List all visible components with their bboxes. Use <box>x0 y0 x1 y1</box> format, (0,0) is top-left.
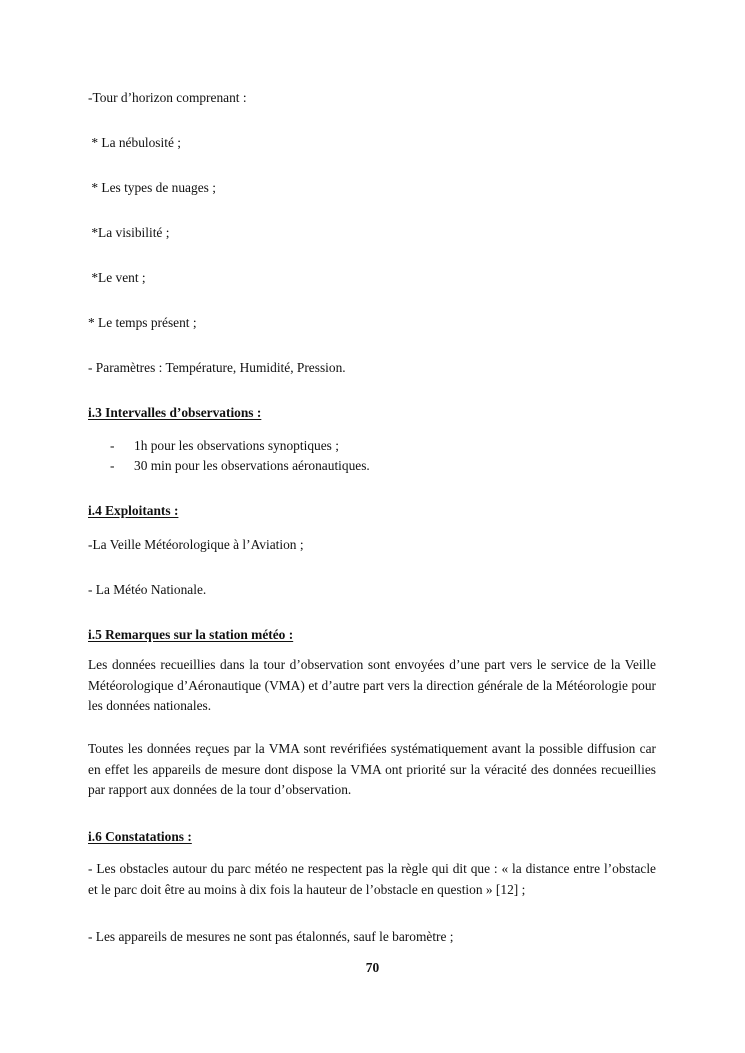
section-i5-heading: i.5 Remarques sur la station météo : <box>88 627 294 642</box>
list-item-text: 30 min pour les observations aéronautiques. <box>134 458 370 473</box>
visibilite-line: *La visibilité ; <box>88 225 170 240</box>
types-nuages-line: * Les types de nuages ; <box>88 180 216 195</box>
temps-present-line: * Le temps présent ; <box>88 315 197 330</box>
section-i4-heading: i.4 Exploitants : <box>88 503 179 518</box>
exploitant-vma-line: -La Veille Météorologique à l’Aviation ; <box>88 537 304 552</box>
vent-line: *Le vent ; <box>88 270 146 285</box>
page-number: 70 <box>365 960 380 975</box>
nebulosite-line: * La nébulosité ; <box>88 135 181 150</box>
bullet-dash: - <box>110 438 115 453</box>
parametres-line: - Paramètres : Température, Humidité, Pression. <box>88 360 346 375</box>
section-i5-paragraph-1: Les données recueillies dans la tour d’observation sont envoyées d’une part vers le service de la Veille Météorologique d’Aéronautique (VMA) et d’autre part vers la direction générale de la Météorologie pour les données nationales. <box>88 657 656 713</box>
section-i5-paragraph-2: Toutes les données reçues par la VMA sont revérifiées systématiquement avant la possible diffusion car en effet les appareils de mesure dont dispose la VMA ont priorité sur la véracité des données recueillies par rapport aux données de la tour d’observation. <box>88 741 656 797</box>
list-item-text: 1h pour les observations synoptiques ; <box>134 438 339 453</box>
bullet-dash: - <box>110 458 115 473</box>
list-item <box>110 438 339 454</box>
section-i6-paragraph-2: - Les appareils de mesures ne sont pas étalonnés, sauf le baromètre ; <box>88 929 454 944</box>
exploitant-meteo-nationale-line: - La Météo Nationale. <box>88 582 207 597</box>
section-i3-heading: i.3 Intervalles d’observations : <box>88 405 262 420</box>
section-i6-paragraph-1: - Les obstacles autour du parc météo ne respectent pas la règle qui dit que : « la distance entre l’obstacle et le parc doit être au moins à dix fois la hauteur de l’obstacle en question » [12] ; <box>88 861 656 897</box>
list-item <box>110 458 370 474</box>
section-i6-heading: i.6 Constatations : <box>88 829 192 844</box>
tour-horizon-line: -Tour d’horizon comprenant : <box>88 90 247 105</box>
